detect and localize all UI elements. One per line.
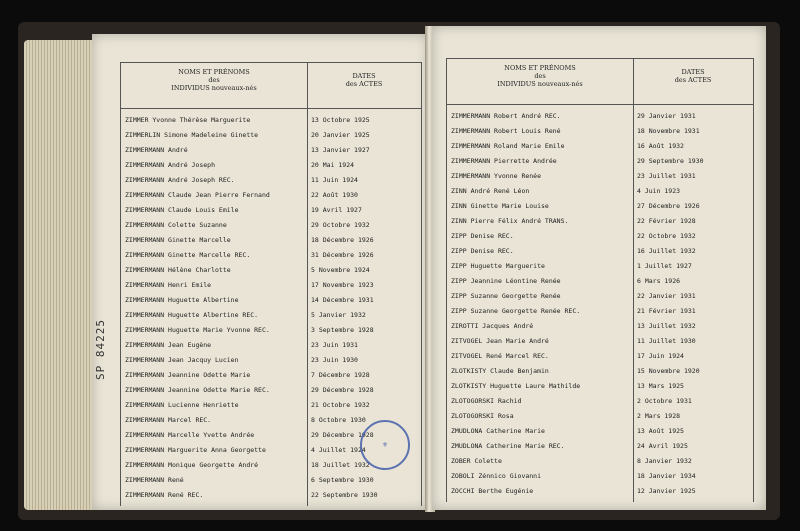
table-row: [121, 324, 421, 338]
table-row: [121, 159, 421, 173]
entry-date: 17 Juin 1924: [637, 352, 684, 360]
entry-date: 23 Juin 1930: [311, 356, 358, 364]
entry-name: ZIMMERMANN André Joseph: [125, 161, 216, 169]
entry-name: ZIMMERMANN André: [125, 146, 188, 154]
entry-date: 29 Décembre 1928: [311, 386, 374, 394]
left-dates-title: DATES: [352, 72, 376, 80]
table-row: [447, 410, 753, 424]
entry-date: 13 Août 1925: [637, 427, 684, 435]
entry-date: 11 Juin 1924: [311, 176, 358, 184]
right-names-header: [447, 64, 633, 88]
entry-name: ZIMMERMANN René REC.: [125, 491, 204, 499]
entry-name: ZLOTKISTY Huguette Laure Mathilde: [451, 382, 581, 390]
table-row: [447, 170, 753, 184]
left-names-des: des: [208, 76, 220, 84]
entry-name: ZITVOGEL Jean Marie André: [451, 337, 549, 345]
left-header-rule: [121, 108, 421, 109]
table-row: [447, 395, 753, 409]
entry-date: 2 Mars 1928: [637, 412, 681, 420]
table-row: [121, 474, 421, 488]
table-row: [121, 174, 421, 188]
entry-date: 18 Juillet 1932: [311, 461, 370, 469]
entry-date: 21 Février 1931: [637, 307, 696, 315]
entry-date: 29 Décembre 1928: [311, 431, 374, 439]
table-row: [447, 230, 753, 244]
right-dates-sub: des ACTES: [674, 76, 712, 84]
entry-date: 19 Avril 1927: [311, 206, 362, 214]
entry-name: ZIMMERMANN Claude Louis Emile: [125, 206, 239, 214]
entry-name: ZOBER Colette: [451, 457, 502, 465]
entry-name: ZIMMERMANN Claude Jean Pierre Fernand: [125, 191, 270, 199]
table-row: [121, 264, 421, 278]
entry-date: 14 Décembre 1931: [311, 296, 374, 304]
table-row: [121, 129, 421, 143]
entry-name: ZIMMERMANN Huguette Albertine: [125, 296, 239, 304]
entry-name: ZIMMERMANN Roland Marie Emile: [451, 142, 565, 150]
entry-date: 24 Avril 1925: [637, 442, 688, 450]
table-row: [121, 189, 421, 203]
table-row: [447, 425, 753, 439]
table-row: [121, 279, 421, 293]
entry-name: ZIMMERMANN Yvonne Renée: [451, 172, 542, 180]
entry-name: ZLOTKISTY Claude Benjamin: [451, 367, 549, 375]
entry-date: 6 Septembre 1930: [311, 476, 374, 484]
entry-name: ZIPP Denise REC.: [451, 247, 514, 255]
table-row: [447, 470, 753, 484]
entry-name: ZIMMERMANN Robert Louis René: [451, 127, 561, 135]
entry-name: ZIMMERMANN Marcelle Yvette Andrée: [125, 431, 255, 439]
entry-date: 8 Octobre 1930: [311, 416, 366, 424]
entry-date: 5 Novembre 1924: [311, 266, 370, 274]
left-dates-header: [307, 72, 421, 88]
left-dates-sub: des ACTES: [345, 80, 383, 88]
entry-name: ZIMMERMANN Pierrette Andrée: [451, 157, 557, 165]
right-dates-header: [633, 68, 753, 84]
entry-date: 18 Novembre 1931: [637, 127, 700, 135]
entry-date: 6 Mars 1926: [637, 277, 681, 285]
table-row: [447, 185, 753, 199]
right-header-rule: [447, 104, 753, 105]
table-row: [121, 234, 421, 248]
table-row: [121, 339, 421, 353]
table-row: [447, 260, 753, 274]
entry-date: 2 Octobre 1931: [637, 397, 692, 405]
entry-name: ZIMMERMANN Henri Emile: [125, 281, 212, 289]
entry-date: 29 Janvier 1931: [637, 112, 696, 120]
entry-date: 11 Juillet 1930: [637, 337, 696, 345]
entry-date: 22 Janvier 1931: [637, 292, 696, 300]
entry-date: 7 Décembre 1928: [311, 371, 370, 379]
entry-name: ZIMMER Yvonne Thérèse Marguerite: [125, 116, 251, 124]
entry-date: 31 Décembre 1926: [311, 251, 374, 259]
entry-date: 15 Novembre 1920: [637, 367, 700, 375]
table-row: [121, 144, 421, 158]
right-names-title: NOMS ET PRÉNOMS: [504, 64, 576, 72]
table-row: [121, 294, 421, 308]
entry-name: ZIMMERMANN René: [125, 476, 184, 484]
right-dates-title: DATES: [681, 68, 705, 76]
entry-name: ZIMMERLIN Simone Madeleine Ginette: [125, 131, 259, 139]
entry-date: 16 Août 1932: [637, 142, 684, 150]
table-row: [121, 384, 421, 398]
entry-name: ZIMMERMANN Jean Eugène: [125, 341, 212, 349]
page-edges: [24, 40, 94, 510]
entry-name: ZIMMERMANN Huguette Albertine REC.: [125, 311, 259, 319]
right-top-rule: [447, 58, 753, 59]
entry-date: 21 Octobre 1932: [311, 401, 370, 409]
entry-date: 4 Juillet 1924: [311, 446, 366, 454]
entry-name: ZMUDLONA Catherine Marie: [451, 427, 545, 435]
entry-date: 29 Septembre 1930: [637, 157, 704, 165]
entry-name: ZIROTTI Jacques André: [451, 322, 534, 330]
entry-date: 18 Décembre 1926: [311, 236, 374, 244]
table-row: [447, 125, 753, 139]
entry-name: ZIMMERMANN Colette Suzanne: [125, 221, 227, 229]
entry-name: ZIPP Jeannine Léontine Renée: [451, 277, 561, 285]
entry-name: ZLOTOGORSKI Rachid: [451, 397, 522, 405]
table-row: [447, 335, 753, 349]
entry-name: ZIPP Huguette Marguerite: [451, 262, 545, 270]
table-row: [447, 320, 753, 334]
entry-date: 18 Janvier 1934: [637, 472, 696, 480]
left-names-header: [121, 68, 307, 92]
entry-date: 8 Janvier 1932: [637, 457, 692, 465]
entry-name: ZIPP Denise REC.: [451, 232, 514, 240]
table-row: [121, 219, 421, 233]
official-seal: ⚜: [360, 420, 410, 470]
table-row: [447, 215, 753, 229]
entry-name: ZIMMERMANN Marcel REC.: [125, 416, 212, 424]
entry-name: ZIPP Suzanne Georgette Renée REC.: [451, 307, 581, 315]
entry-name: ZIMMERMANN Robert André REC.: [451, 112, 561, 120]
entry-date: 20 Mai 1924: [311, 161, 355, 169]
entry-name: ZIMMERMANN Jeannine Odette Marie: [125, 371, 251, 379]
entry-date: 27 Décembre 1926: [637, 202, 700, 210]
entry-date: 20 Janvier 1925: [311, 131, 370, 139]
entry-date: 23 Juin 1931: [311, 341, 358, 349]
table-row: [121, 399, 421, 413]
table-row: [121, 309, 421, 323]
table-row: [121, 114, 421, 128]
entry-name: ZIMMERMANN Lucienne Henriette: [125, 401, 239, 409]
entry-date: 13 Janvier 1927: [311, 146, 370, 154]
entry-name: ZIMMERMANN Jeannine Odette Marie REC.: [125, 386, 270, 394]
entry-date: 1 Juillet 1927: [637, 262, 692, 270]
table-row: [121, 249, 421, 263]
table-row: [447, 365, 753, 379]
entry-date: 13 Mars 1925: [637, 382, 684, 390]
left-top-rule: [121, 62, 421, 63]
entry-name: ZIMMERMANN Monique Georgette André: [125, 461, 259, 469]
entry-name: ZOCCHI Berthe Eugénie: [451, 487, 534, 495]
table-row: [447, 305, 753, 319]
entry-date: 22 Août 1930: [311, 191, 358, 199]
table-row: [447, 275, 753, 289]
table-row: [447, 455, 753, 469]
entry-name: ZMUDLONA Catherine Marie REC.: [451, 442, 565, 450]
entry-date: 22 Septembre 1930: [311, 491, 378, 499]
entry-name: ZIPP Suzanne Georgette Renée: [451, 292, 561, 300]
entry-date: 5 Janvier 1932: [311, 311, 366, 319]
table-row: [447, 200, 753, 214]
entry-name: ZLOTOGORSKI Rosa: [451, 412, 514, 420]
entry-name: ZINN Pierre Félix André TRANS.: [451, 217, 569, 225]
table-row: [447, 440, 753, 454]
entry-name: ZIMMERMANN Ginette Marcelle REC.: [125, 251, 251, 259]
entry-date: 22 Février 1928: [637, 217, 696, 225]
left-names-sub: INDIVIDUS nouveaux-nés: [171, 84, 257, 92]
entry-name: ZIMMERMANN Marguerite Anna Georgette: [125, 446, 266, 454]
table-row: [447, 155, 753, 169]
entry-date: 13 Juillet 1932: [637, 322, 696, 330]
entry-date: 23 Juillet 1931: [637, 172, 696, 180]
left-names-title: NOMS ET PRÉNOMS: [178, 68, 250, 76]
entry-date: 22 Octobre 1932: [637, 232, 696, 240]
table-row: [121, 489, 421, 503]
table-row: [447, 350, 753, 364]
right-page: [432, 26, 766, 510]
right-table: [446, 58, 754, 502]
table-row: [447, 290, 753, 304]
right-names-sub: INDIVIDUS nouveaux-nés: [497, 80, 583, 88]
entry-name: ZITVOGEL René Marcel REC.: [451, 352, 549, 360]
entry-name: ZIMMERMANN Ginette Marcelle: [125, 236, 231, 244]
entry-name: ZIMMERMANN Huguette Marie Yvonne REC.: [125, 326, 270, 334]
entry-name: ZINN André René Léon: [451, 187, 530, 195]
right-names-des: des: [534, 72, 546, 80]
entry-date: 13 Octobre 1925: [311, 116, 370, 124]
entry-name: ZOBOLI Zénnico Giovanni: [451, 472, 542, 480]
entry-name: ZIMMERMANN Hélène Charlotte: [125, 266, 231, 274]
table-row: [447, 380, 753, 394]
table-row: [447, 245, 753, 259]
table-row: [447, 485, 753, 499]
table-row: [121, 354, 421, 368]
entry-name: ZIMMERMANN Jean Jacquy Lucien: [125, 356, 239, 364]
entry-date: 17 Novembre 1923: [311, 281, 374, 289]
entry-date: 29 Octobre 1932: [311, 221, 370, 229]
entry-date: 3 Septembre 1928: [311, 326, 374, 334]
table-row: [447, 140, 753, 154]
entry-name: ZIMMERMANN André Joseph REC.: [125, 176, 235, 184]
entry-name: ZINN Ginette Marie Louise: [451, 202, 549, 210]
side-number: SP 84225: [94, 319, 107, 380]
entry-date: 4 Juin 1923: [637, 187, 681, 195]
entry-date: 16 Juillet 1932: [637, 247, 696, 255]
table-row: [121, 369, 421, 383]
table-row: [121, 204, 421, 218]
entry-date: 12 Janvier 1925: [637, 487, 696, 495]
table-row: [447, 110, 753, 124]
